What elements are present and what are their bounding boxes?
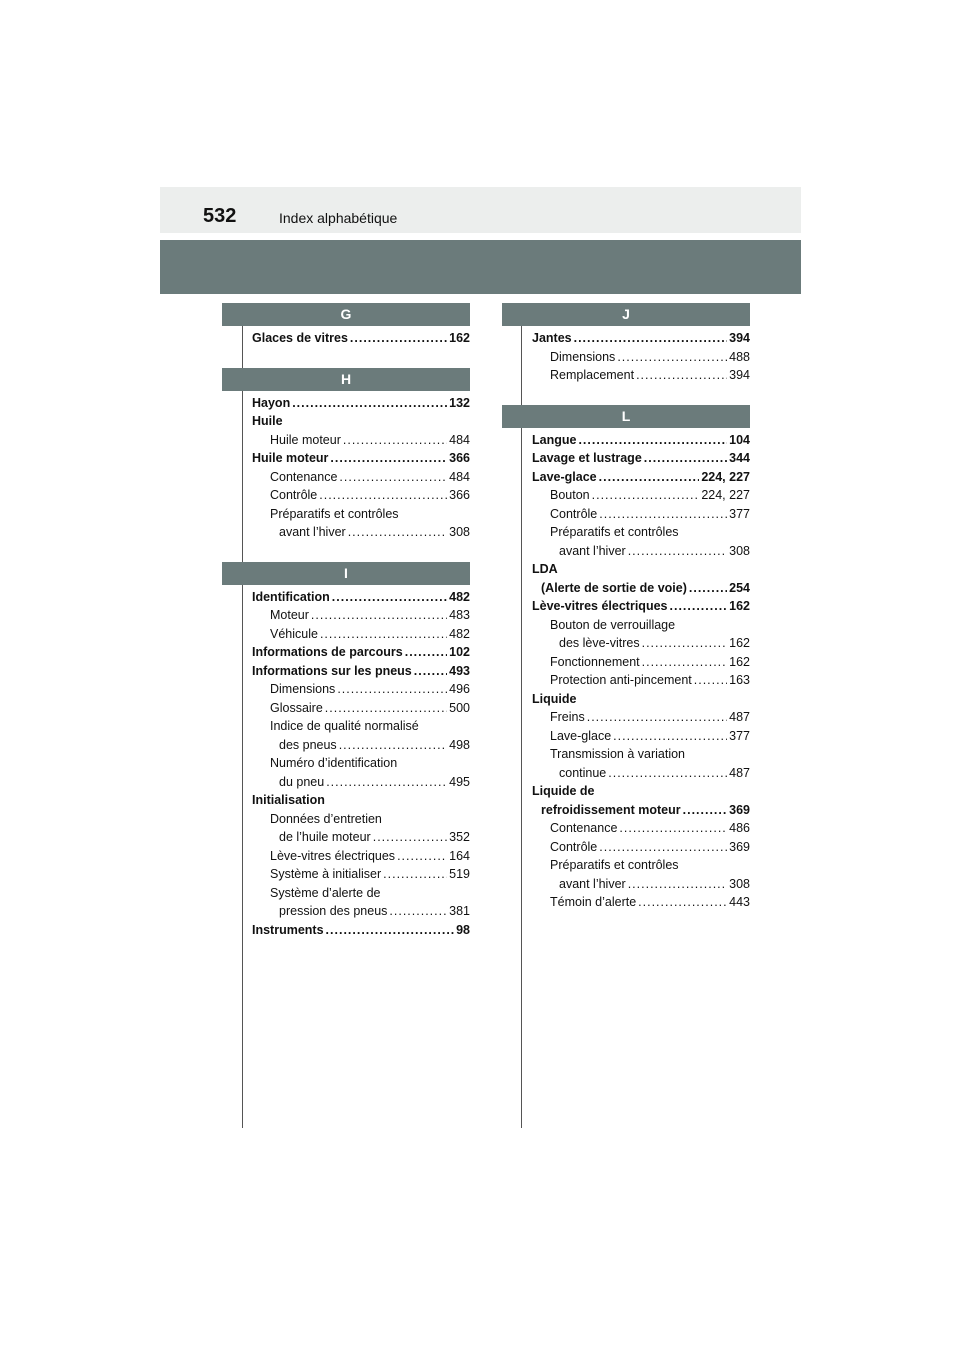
index-entry bbox=[252, 828, 470, 847]
leader-dots bbox=[311, 606, 447, 625]
page-reference: 224, 227 bbox=[701, 488, 750, 502]
page-reference: 488 bbox=[729, 349, 750, 364]
index-entry bbox=[532, 616, 750, 635]
index-term: Véhicule bbox=[270, 626, 318, 641]
index-term: Dimensions bbox=[270, 682, 336, 696]
index-term: du pneu bbox=[279, 774, 325, 789]
leader-dots bbox=[587, 708, 727, 727]
leader-dots bbox=[405, 643, 447, 662]
index-entry bbox=[252, 329, 470, 348]
index-term: Moteur bbox=[270, 608, 309, 622]
index-entry bbox=[532, 875, 750, 894]
page-reference: 486 bbox=[729, 821, 750, 835]
index-entry bbox=[532, 801, 750, 820]
index-entry bbox=[252, 754, 470, 773]
index-term: refroidissement moteur bbox=[541, 802, 681, 817]
section-letter-l: L bbox=[502, 405, 750, 428]
index-term: Langue bbox=[532, 432, 577, 447]
index-entry bbox=[532, 523, 750, 542]
index-term: Lève-vitres électriques bbox=[532, 599, 668, 613]
index-term: Huile bbox=[252, 414, 283, 428]
index-entry bbox=[252, 884, 470, 903]
section-entries bbox=[532, 431, 750, 912]
page-reference: 487 bbox=[729, 710, 750, 724]
page-reference: 443 bbox=[729, 895, 750, 909]
index-term: Système à initialiser bbox=[270, 867, 382, 881]
leader-dots bbox=[343, 431, 447, 450]
index-entry bbox=[252, 394, 470, 413]
index-term: Freins bbox=[550, 710, 585, 724]
index-term: Informations de parcours bbox=[252, 645, 403, 659]
page-reference: 102 bbox=[449, 645, 470, 659]
index-term: Contrôle bbox=[270, 488, 318, 502]
index-entry bbox=[252, 588, 470, 607]
index-term: Glossaire bbox=[270, 700, 323, 715]
index-entry bbox=[532, 329, 750, 348]
page-reference: 163 bbox=[729, 673, 750, 687]
index-term: Hayon bbox=[252, 395, 291, 410]
index-column-right bbox=[502, 303, 750, 932]
index-term: Lavage et lustrage bbox=[532, 451, 642, 465]
page-reference: 132 bbox=[449, 395, 470, 410]
section-entries bbox=[532, 329, 750, 385]
index-entry bbox=[532, 856, 750, 875]
index-term: Liquide bbox=[532, 691, 577, 706]
index-term: Identification bbox=[252, 589, 330, 604]
page-reference: 498 bbox=[449, 737, 470, 752]
leader-dots bbox=[373, 828, 447, 847]
index-term: LDA bbox=[532, 562, 558, 576]
index-term: Protection anti-pincement bbox=[550, 673, 692, 687]
index-term: Liquide de bbox=[532, 784, 595, 798]
leader-dots bbox=[599, 468, 700, 487]
index-entry bbox=[532, 745, 750, 764]
page-reference: 308 bbox=[729, 876, 750, 891]
leader-dots bbox=[320, 625, 447, 644]
page-reference: 495 bbox=[449, 774, 470, 789]
index-term: (Alerte de sortie de voie) bbox=[541, 580, 687, 595]
leader-dots bbox=[613, 727, 727, 746]
index-entry bbox=[532, 690, 750, 709]
index-term: Préparatifs et contrôles bbox=[270, 506, 399, 521]
index-term: Préparatifs et contrôles bbox=[550, 858, 679, 872]
page-reference: 519 bbox=[449, 867, 470, 881]
index-entry bbox=[532, 486, 750, 505]
leader-dots bbox=[383, 865, 447, 884]
leader-dots bbox=[619, 819, 727, 838]
index-entry bbox=[252, 449, 470, 468]
page-reference: 164 bbox=[449, 848, 470, 863]
page-reference: 162 bbox=[449, 331, 470, 345]
leader-dots bbox=[414, 662, 447, 681]
page-reference: 254 bbox=[729, 580, 750, 595]
index-term: Instruments bbox=[252, 922, 324, 937]
index-entry bbox=[532, 542, 750, 561]
page-reference: 483 bbox=[449, 608, 470, 622]
page-reference: 500 bbox=[449, 700, 470, 715]
page-reference: 162 bbox=[729, 599, 750, 613]
index-term: avant l’hiver bbox=[559, 876, 626, 891]
index-entry bbox=[252, 847, 470, 866]
index-term: Contenance bbox=[270, 469, 338, 484]
index-term: Lève-vitres électriques bbox=[270, 848, 396, 863]
leader-dots bbox=[617, 348, 727, 367]
index-term: Lave-glace bbox=[550, 728, 612, 743]
page-reference: 484 bbox=[449, 469, 470, 484]
page-reference: 308 bbox=[449, 525, 470, 539]
leader-dots bbox=[578, 431, 727, 450]
index-term: Contenance bbox=[550, 821, 618, 835]
index-term: Jantes bbox=[532, 331, 572, 345]
index-entry bbox=[532, 468, 750, 487]
index-entry bbox=[532, 597, 750, 616]
leader-dots bbox=[350, 329, 447, 348]
index-entry bbox=[532, 782, 750, 801]
index-term: Système d’alerte de bbox=[270, 885, 381, 900]
leader-dots bbox=[628, 875, 727, 894]
leader-dots bbox=[292, 394, 447, 413]
leader-dots bbox=[638, 893, 727, 912]
index-term: Fonctionnement bbox=[550, 654, 640, 669]
index-term: Transmission à variation bbox=[550, 747, 686, 761]
index-entry bbox=[252, 505, 470, 524]
index-entry bbox=[252, 468, 470, 487]
index-term: Lave-glace bbox=[532, 469, 597, 484]
index-term: Informations sur les pneus bbox=[252, 663, 412, 678]
page-reference: 104 bbox=[729, 432, 750, 447]
index-term: continue bbox=[559, 765, 607, 780]
index-entry bbox=[252, 773, 470, 792]
index-entry bbox=[252, 680, 470, 699]
page-reference: 366 bbox=[449, 451, 470, 465]
page-reference: 369 bbox=[729, 839, 750, 854]
page-reference: 369 bbox=[729, 802, 750, 817]
leader-dots bbox=[332, 588, 447, 607]
leader-dots bbox=[599, 838, 727, 857]
index-term: Bouton de verrouillage bbox=[550, 617, 676, 632]
page-reference: 344 bbox=[729, 451, 750, 465]
index-term: Numéro d’identification bbox=[270, 756, 398, 770]
leader-dots bbox=[642, 653, 728, 672]
leader-dots bbox=[337, 680, 447, 699]
page-reference: 493 bbox=[449, 663, 470, 678]
index-term: Préparatifs et contrôles bbox=[550, 525, 679, 539]
index-term: des lève-vitres bbox=[559, 636, 640, 650]
section-entries bbox=[252, 588, 470, 940]
leader-dots bbox=[683, 801, 728, 820]
index-entry bbox=[532, 671, 750, 690]
page-reference: 394 bbox=[729, 368, 750, 382]
index-entry bbox=[532, 449, 750, 468]
index-entry bbox=[532, 819, 750, 838]
page-reference: 98 bbox=[456, 922, 470, 937]
index-term: Données d’entretien bbox=[270, 811, 382, 826]
page-reference: 381 bbox=[449, 904, 470, 918]
index-entry bbox=[252, 902, 470, 921]
index-entry bbox=[532, 348, 750, 367]
section-entries bbox=[252, 329, 470, 348]
section-letter-i: I bbox=[222, 562, 470, 585]
page-header bbox=[160, 187, 801, 233]
index-term: pression des pneus bbox=[279, 904, 388, 918]
index-entry bbox=[252, 643, 470, 662]
index-entry bbox=[532, 838, 750, 857]
page-reference: 224, 227 bbox=[701, 469, 750, 484]
section-letter-g: G bbox=[222, 303, 470, 326]
leader-dots bbox=[694, 671, 727, 690]
index-term: Initialisation bbox=[252, 793, 325, 807]
leader-dots bbox=[592, 486, 700, 505]
index-entry bbox=[252, 791, 470, 810]
index-entry bbox=[252, 523, 470, 542]
index-term: avant l’hiver bbox=[559, 543, 626, 558]
leader-dots bbox=[319, 486, 447, 505]
section-letter-j: J bbox=[502, 303, 750, 326]
page-reference: 394 bbox=[729, 331, 750, 345]
index-entry bbox=[532, 764, 750, 783]
section-letter-h: H bbox=[222, 368, 470, 391]
index-entry bbox=[252, 736, 470, 755]
page-reference: 487 bbox=[729, 765, 750, 780]
index-column-left bbox=[222, 303, 470, 959]
index-entry bbox=[252, 662, 470, 681]
index-entry bbox=[252, 699, 470, 718]
index-entry bbox=[252, 921, 470, 940]
leader-dots bbox=[689, 579, 727, 598]
leader-dots bbox=[628, 542, 727, 561]
leader-dots bbox=[670, 597, 728, 616]
index-term: de l’huile moteur bbox=[279, 830, 371, 844]
page-reference: 496 bbox=[449, 682, 470, 696]
index-term: Indice de qualité normalisé bbox=[270, 719, 419, 733]
index-term: Remplacement bbox=[550, 368, 635, 382]
leader-dots bbox=[326, 773, 447, 792]
leader-dots bbox=[389, 902, 447, 921]
index-entry bbox=[252, 412, 470, 431]
leader-dots bbox=[644, 449, 727, 468]
index-entry bbox=[532, 634, 750, 653]
page-reference: 377 bbox=[729, 728, 750, 743]
header-band bbox=[160, 240, 801, 294]
index-term: Contrôle bbox=[550, 839, 598, 854]
leader-dots bbox=[339, 736, 447, 755]
page-reference: 308 bbox=[729, 543, 750, 558]
index-term: Glaces de vitres bbox=[252, 331, 348, 345]
leader-dots bbox=[574, 329, 728, 348]
leader-dots bbox=[599, 505, 727, 524]
index-term: Bouton bbox=[550, 488, 590, 502]
leader-dots bbox=[339, 468, 447, 487]
leader-dots bbox=[397, 847, 447, 866]
index-term: des pneus bbox=[279, 737, 337, 752]
section-entries bbox=[252, 394, 470, 542]
index-entry bbox=[532, 727, 750, 746]
index-term: Huile moteur bbox=[270, 432, 341, 447]
index-term: Contrôle bbox=[550, 506, 598, 521]
index-term: Dimensions bbox=[550, 349, 616, 364]
index-entry bbox=[532, 505, 750, 524]
index-term: Huile moteur bbox=[252, 451, 329, 465]
leader-dots bbox=[636, 366, 727, 385]
page-title: Index alphabétique bbox=[279, 210, 398, 226]
page-reference: 482 bbox=[449, 589, 470, 604]
index-entry bbox=[252, 810, 470, 829]
index-entry bbox=[532, 893, 750, 912]
index-entry bbox=[532, 431, 750, 450]
page-reference: 484 bbox=[449, 432, 470, 447]
page-number: 532 bbox=[203, 205, 237, 227]
leader-dots bbox=[330, 449, 447, 468]
leader-dots bbox=[348, 523, 447, 542]
index-entry bbox=[532, 708, 750, 727]
page-reference: 352 bbox=[449, 830, 470, 844]
index-term: Témoin d’alerte bbox=[550, 895, 637, 909]
index-entry bbox=[252, 625, 470, 644]
leader-dots bbox=[608, 764, 727, 783]
index-entry bbox=[532, 366, 750, 385]
index-entry bbox=[252, 865, 470, 884]
page-reference: 366 bbox=[449, 488, 470, 502]
leader-dots bbox=[325, 699, 447, 718]
index-entry bbox=[252, 486, 470, 505]
leader-dots bbox=[326, 921, 455, 940]
index-entry bbox=[532, 653, 750, 672]
leader-dots bbox=[642, 634, 728, 653]
index-entry bbox=[252, 431, 470, 450]
index-entry bbox=[532, 560, 750, 579]
page-reference: 162 bbox=[729, 654, 750, 669]
page-reference: 377 bbox=[729, 506, 750, 521]
page-reference: 162 bbox=[729, 636, 750, 650]
index-term: avant l’hiver bbox=[279, 525, 346, 539]
page-reference: 482 bbox=[449, 626, 470, 641]
index-entry bbox=[532, 579, 750, 598]
index-entry bbox=[252, 606, 470, 625]
index-entry bbox=[252, 717, 470, 736]
